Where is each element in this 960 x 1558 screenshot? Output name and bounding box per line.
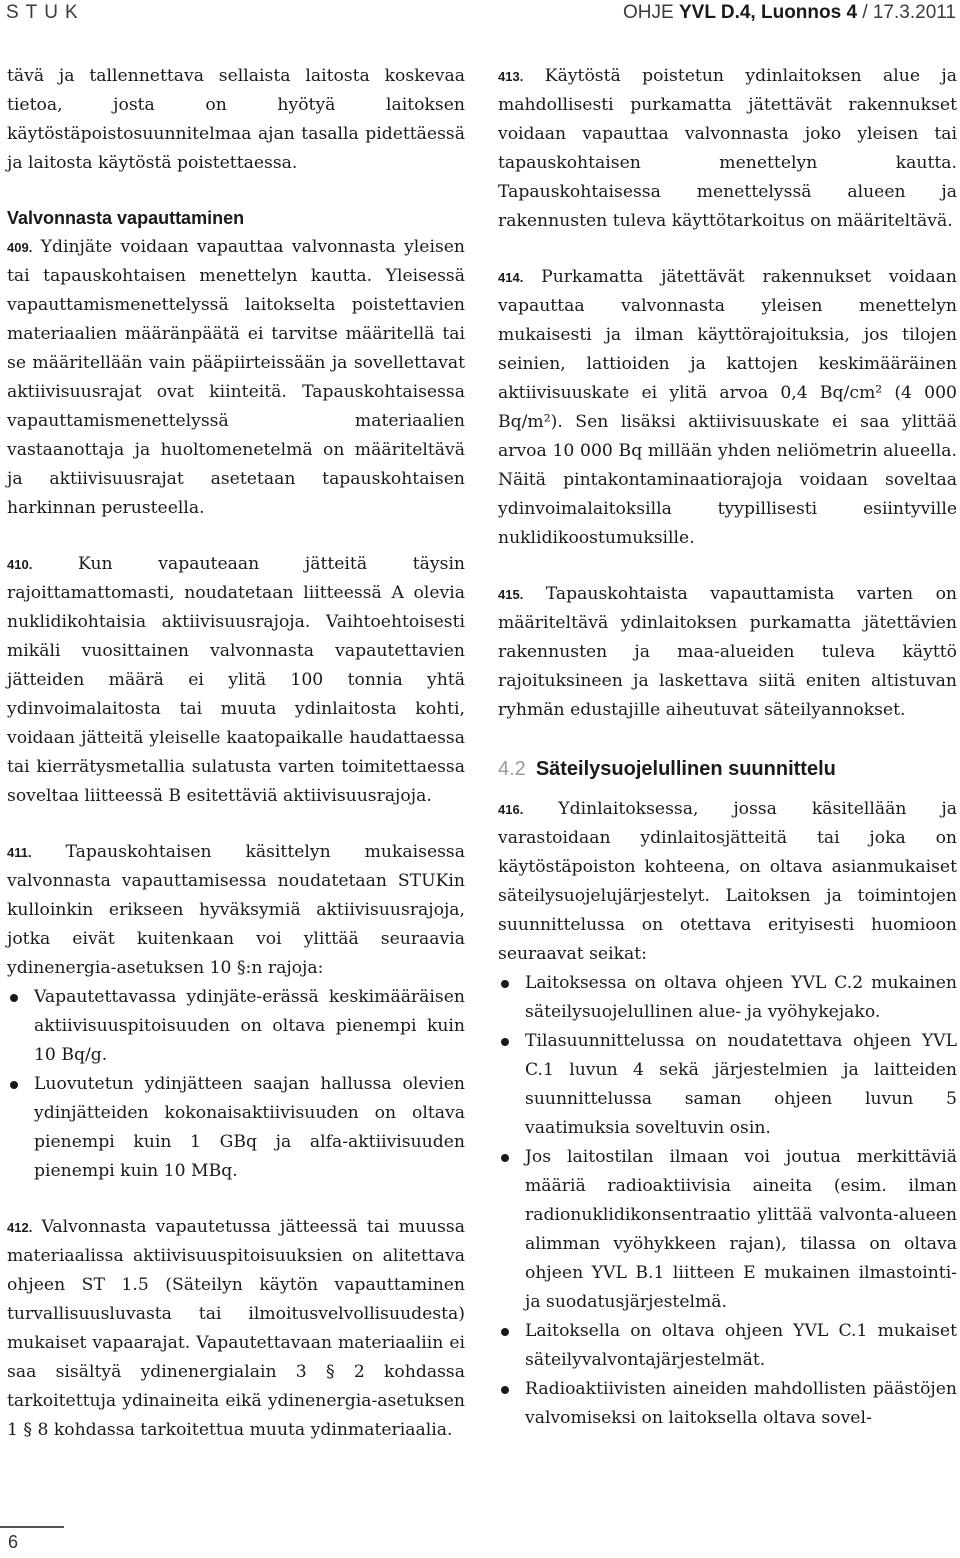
paragraph-text: Ydinjäte voidaan vapauttaa valvonnasta yleisen tai tapauskohtaisen menettelyn kautta. Yleisessä vapauttamismenettelyssä laitokselta poistettavien materiaalien määränpäätä ei tarvitse määritellä tai se määritellään vain pääpiirteissään ja sovellettavat aktiivisuusrajat ovat kiinteitä. Tapauskohtaisessa vapauttamismenettelyssä materiaalien vastaanottaja ja huoltomenetelmä on määriteltävä ja aktiivisuusrajat asetetaan tapauskohtaisen harkinnan perusteella.: [7, 237, 466, 518]
section-heading: [498, 755, 957, 783]
list-item: Radioaktiivisten aineiden mahdollisten päästöjen valvomiseksi on laitoksella oltava sovel-: [498, 1375, 957, 1433]
right-column: [498, 62, 957, 1433]
paragraph-414: [498, 263, 957, 553]
paragraph-412: [7, 1213, 465, 1445]
paragraph-text: Ydinlaitoksessa, jossa käsitellään ja varastoidaan ydinlaitosjätteitä tai joka on käytöstäpoiston kohteena, on oltava asianmukaiset säteilysuojelujärjestelyt. Laitoksen ja toimintojen suunnittelussa on otettava erityisesti huomioon seuraavat seikat:: [498, 799, 957, 964]
paragraph-number: 412.: [7, 1220, 33, 1235]
bullet-list-411: [7, 983, 465, 1186]
left-column: [7, 62, 465, 1445]
paragraph-text: Tapauskohtaisen käsittelyn mukaisessa valvonnasta vapauttamisessa noudatetaan STUKin kulloinkin erikseen hyväksymiä aktiivisuusrajoja, jotka eivät kuitenkaan voi ylittää seuraavia ydinenergia-asetuksen 10 §:n rajoja:: [7, 842, 465, 978]
paragraph-text: Tapauskohtaista vapauttamista varten on määriteltävä ydinlaitoksen purkamatta jätettävien rakennusten ja maa-alueiden tuleva käyttö rajoituksineen ja laskettava siitä eniten altistuvan ryhmän edustajille aiheutuvat säteilyannokset.: [498, 584, 957, 720]
paragraph-text: Valvonnasta vapautetussa jätteessä tai muussa materiaalissa aktiivisuuspitoisuuksien on alitettava ohjeen ST 1.5 (Säteilyn käytön vapauttaminen turvallisuusluvasta tai ilmoitusvelvollisuudesta) mukaiset vapaarajat. Vapautettavaan materiaaliin ei saa sisältyä ydinenergialain 3 § 2 kohdassa tarkoitettuja ydinaineita eikä ydinenergia-asetuksen 1 § 8 kohdassa tarkoitettua muuta ydinmateriaalia.: [7, 1217, 466, 1440]
paragraph-number: 413.: [498, 69, 524, 84]
paragraph-number: 416.: [498, 802, 524, 817]
header-organization: STUK: [6, 2, 85, 23]
footer-rule: [0, 1526, 64, 1528]
header-date: / 17.3.2011: [862, 2, 956, 23]
paragraph-409: [7, 233, 465, 523]
paragraph-415: [498, 580, 957, 725]
paragraph-text: Purkamatta jätettävät rakennukset voidaan vapauttaa valvonnasta yleisen menettelyn mukaisesti ja ilman käyttörajoituksia, jos tilojen seinien, lattioiden ja kattojen keskimääräinen aktiivisuuskate ei ylitä arvoa 0,4 Bq/cm² (4 000 Bq/m²). Sen lisäksi aktiivisuuskate ei saa ylittää arvoa 10 000 Bq millään yhden neliömetrin alueella. Näitä pintakontaminaatiorajoja voidaan soveltaa ydinvoimalaitoksilla tyypillisesti esiintyville nuklidikoostumuksille.: [498, 267, 957, 548]
header-guide-code: YVL D.4, Luonnos 4: [678, 2, 858, 23]
paragraph-413: [498, 62, 957, 236]
bullet-list-416: [498, 969, 957, 1433]
intro-paragraph: tävä ja tallennettava sellaista laitosta koskevaa tietoa, josta on hyötyä laitoksen käytöstäpoistosuunnitelmaa ajan tasalla pidettäessä ja laitosta käytöstä poistettaessa.: [7, 66, 465, 173]
list-item: Vapautettavassa ydinjäte-erässä keskimääräisen aktiivisuuspitoisuuden on oltava pienempi kuin 10 Bq/g.: [7, 983, 465, 1070]
paragraph-number: 409.: [7, 240, 33, 255]
paragraph-number: 414.: [498, 270, 524, 285]
paragraph-number: 415.: [498, 587, 524, 602]
paragraph-number: 410.: [7, 557, 33, 572]
list-item: Tilasuunnittelussa on noudatettava ohjeen YVL C.1 luvun 4 sekä järjestelmien ja laitteiden suunnittelussa saman ohjeen luvun 5 vaatimuksia soveltuvin osin.: [498, 1027, 957, 1143]
paragraph-410: [7, 550, 465, 811]
section-number: 4.2: [498, 758, 526, 780]
header-guide-prefix: OHJE: [623, 2, 674, 23]
paragraph-416: [498, 795, 957, 969]
paragraph-number: 411.: [7, 845, 32, 860]
paragraph-text: Käytöstä poistetun ydinlaitoksen alue ja mahdollisesti purkamatta jätettävät rakennukset voidaan vapauttaa valvonnasta joko yleisen tai tapauskohtaisen menettelyn kautta. Tapauskohtaisessa menettelyssä alueen ja rakennusten tuleva käyttötarkoitus on määriteltävä.: [498, 66, 958, 231]
list-item: Jos laitostilan ilmaan voi joutua merkittäviä määriä radioaktiivisia aineita (esim. ilman radionuklidikonsentraatio ylittää valvonta-alueen alimman vyöhykkeen rajan), tilassa on oltava ohjeen YVL B.1 liitteen E mukainen ilmastointi- ja suodatusjärjestelmä.: [498, 1143, 957, 1317]
list-item: Laitoksella on oltava ohjeen YVL C.1 mukaiset säteilyvalvontajärjestelmät.: [498, 1317, 957, 1375]
header-guide-info: [623, 2, 956, 24]
list-item: Laitoksessa on oltava ohjeen YVL C.2 mukainen säteilysuojelullinen alue- ja vyöhykejako.: [498, 969, 957, 1027]
subheading-release-from-control: Valvonnasta vapauttaminen: [7, 208, 245, 228]
page-number: 6: [8, 1532, 19, 1552]
paragraph-411: [7, 838, 465, 983]
section-title: Säteilysuojelullinen suunnittelu: [535, 758, 836, 780]
paragraph-text: Kun vapauteaan jätteitä täysin rajoittamattomasti, noudatetaan liitteessä A olevia nuklidikohtaisia aktiivisuusrajoja. Vaihtoehtoisesti mikäli vuosittainen valvonnasta vapautettavien jätteiden määrä ei ylitä 100 tonnia yhtä ydinvoimalaitosta tai muuta ydinlaitosta kohti, voidaan jätteitä yleiselle kaatopaikalle haudattaessa tai kierrätysmetallia sulatusta varten toimitettaessa soveltaa liitteessä B esitettäviä aktiivisuusrajoja.: [7, 554, 466, 806]
list-item: Luovutetun ydinjätteen saajan hallussa olevien ydinjätteiden kokonaisaktiivisuuden on oltava pienempi kuin 1 GBq ja alfa-aktiivisuuden pienempi kuin 10 MBq.: [7, 1070, 465, 1186]
